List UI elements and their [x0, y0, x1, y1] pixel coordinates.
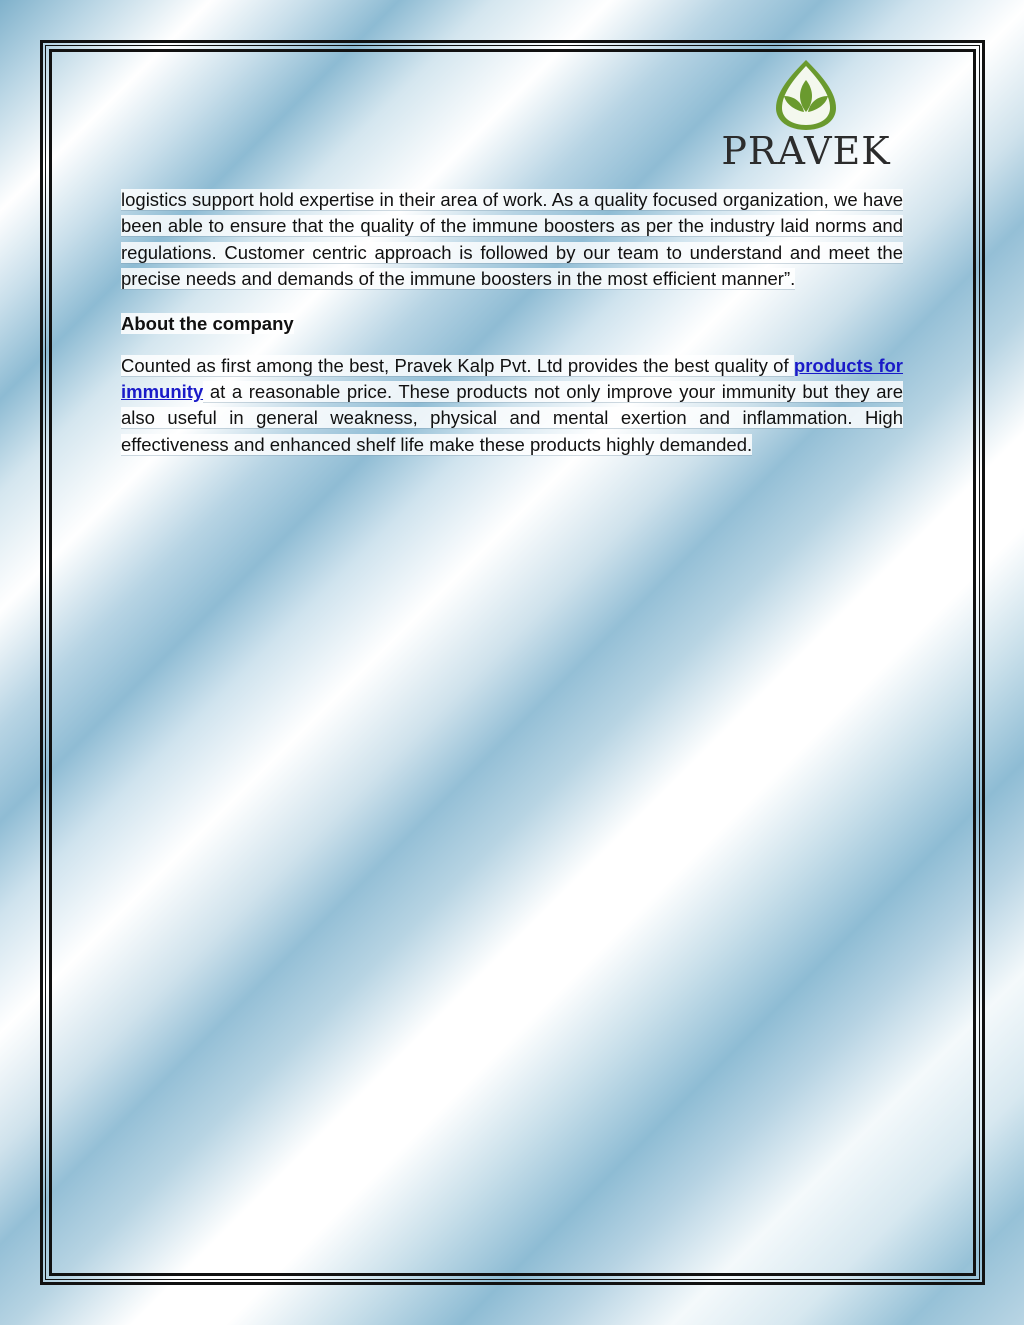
intro-paragraph: [121, 187, 903, 293]
intro-text: logistics support hold expertise in their area of work. As a quality focused organization, we have been able to ensure that the quality of the immune boosters as per the industry laid norms and regulations. Customer centric approach is followed by our team to understand and meet the precise needs and demands of the immune boosters in the most efficient manner”.: [121, 189, 903, 290]
document-body: [121, 187, 903, 458]
about-paragraph: [121, 353, 903, 459]
brand-wordmark: PRAVEK: [721, 129, 891, 173]
about-text-after-link: at a reasonable price. These products not only improve your immunity but they are also useful in general weakness, physical and mental exertion and inflammation. High effectiveness and enhanced shelf life make these products highly demanded.: [121, 381, 903, 455]
section-heading: [121, 311, 903, 337]
leaf-drop-logo-icon: [706, 58, 906, 130]
pravek-logo: [706, 58, 906, 173]
about-text-before-link: Counted as first among the best, Pravek Kalp Pvt. Ltd provides the best quality of: [121, 354, 794, 376]
about-heading-text: About the company: [121, 312, 294, 334]
products-for-immunity-link[interactable]: products for immunity: [121, 354, 903, 403]
